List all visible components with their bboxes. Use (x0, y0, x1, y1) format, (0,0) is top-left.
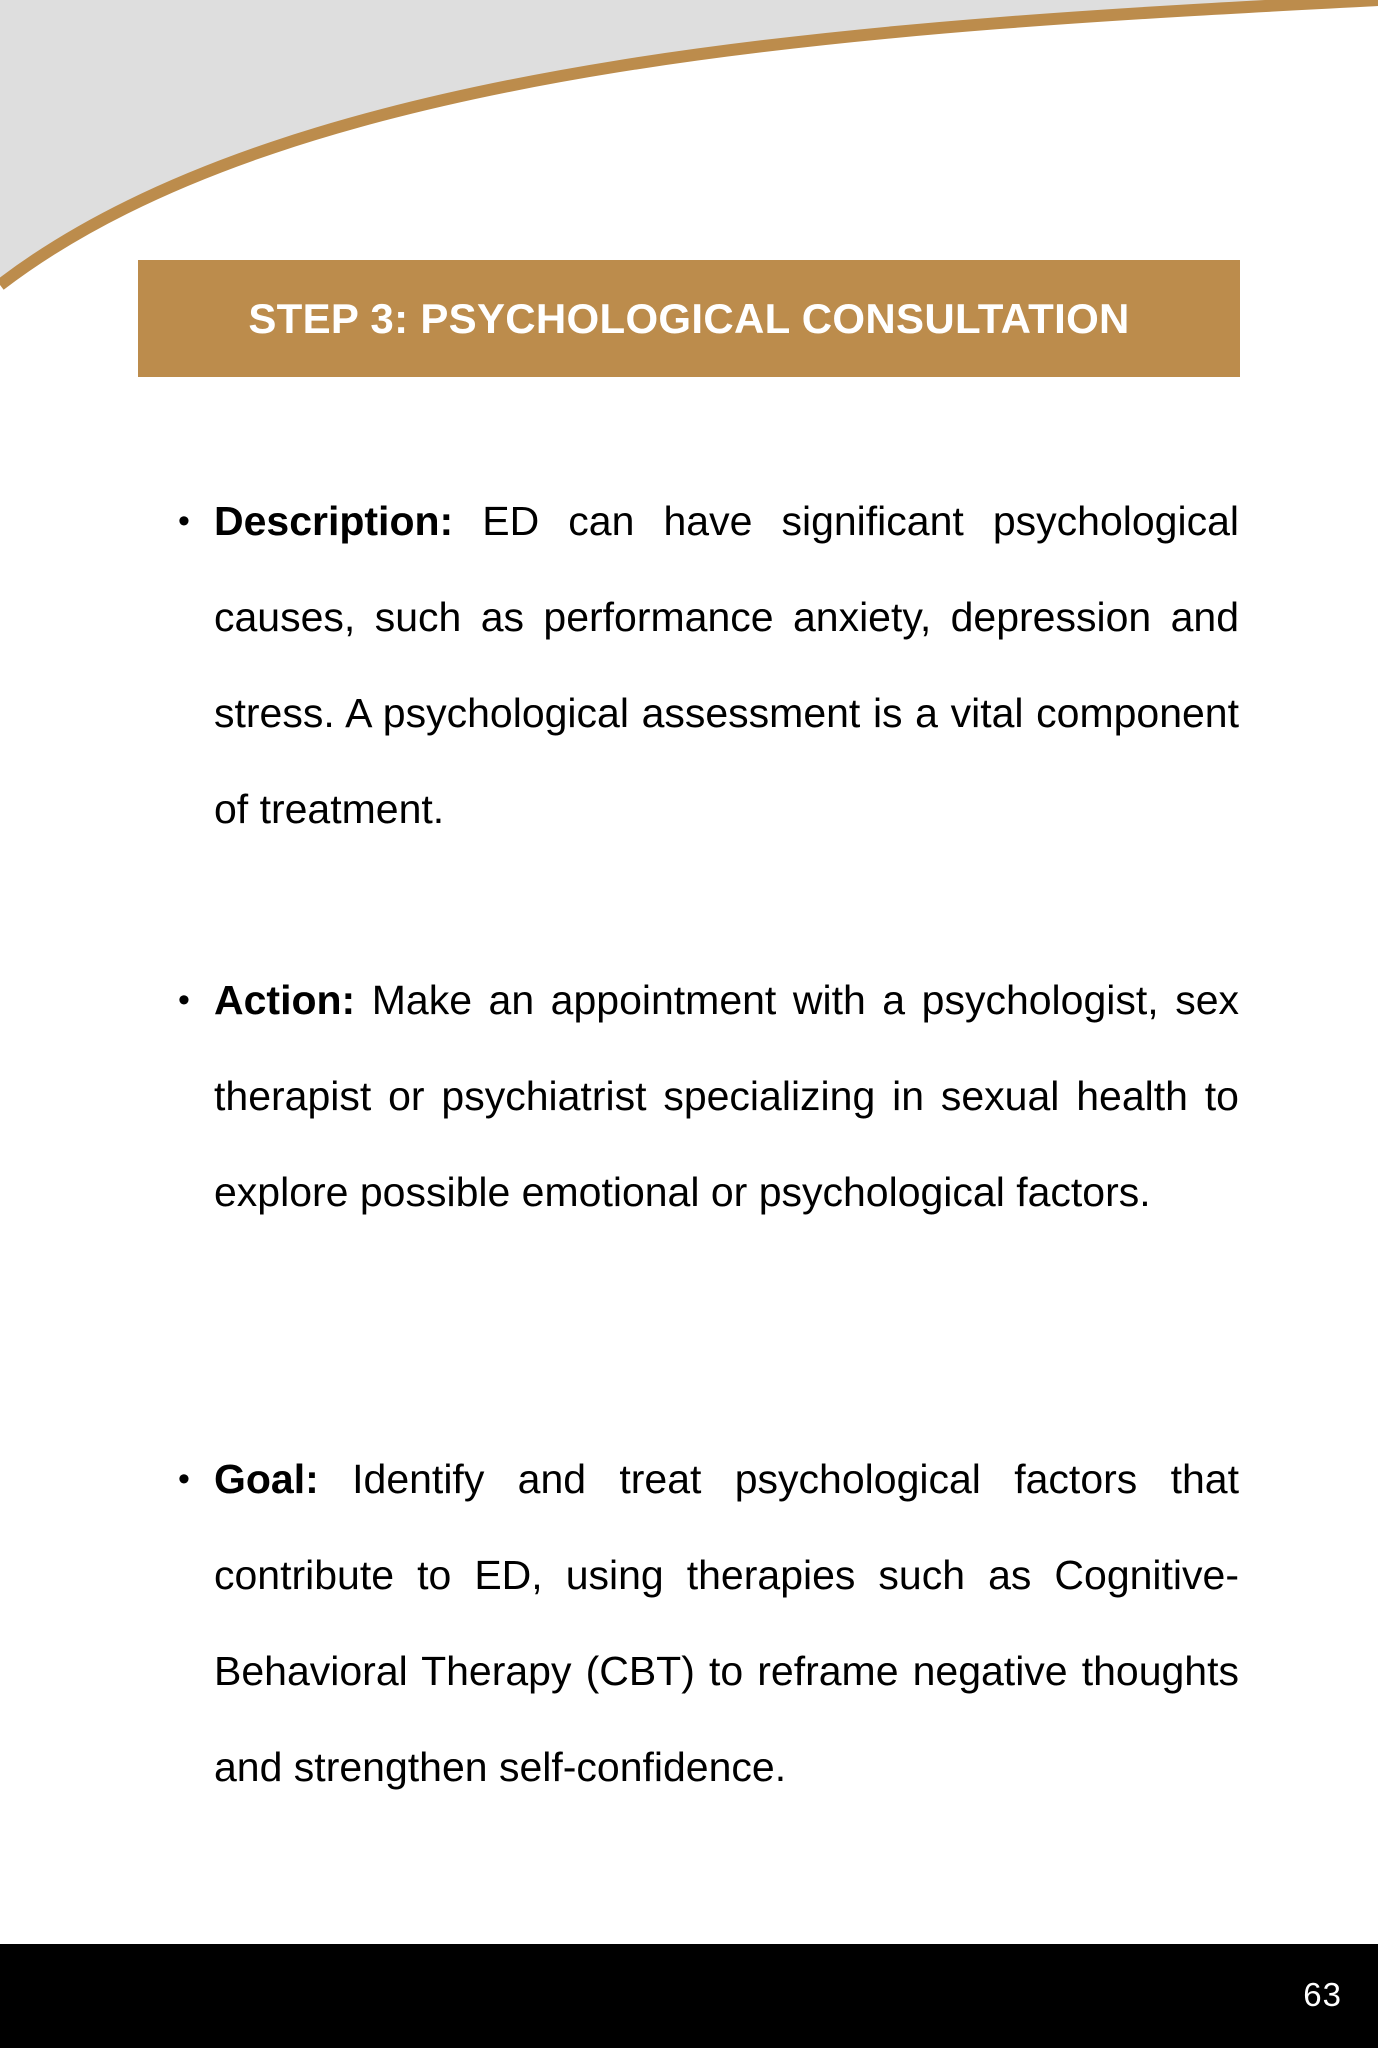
list-item-goal (178, 1431, 1239, 1815)
item-label: Description: (214, 498, 454, 544)
item-text: Make an appointment with a psychologist, sex therapist or psychiatrist specializing in sexual health to explore possible emotional or psychological factors. (214, 977, 1239, 1215)
item-text: ED can have significant psychological causes, such as performance anxiety, depression and stress. A psychological assessment is a vital component of treatment. (214, 498, 1239, 832)
list-item-action (178, 952, 1239, 1240)
bullet-icon: • (178, 981, 190, 1019)
page-title: STEP 3: PSYCHOLOGICAL CONSULTATION (248, 294, 1130, 342)
item-label: Goal: (214, 1456, 319, 1502)
bullet-icon: • (178, 502, 190, 540)
footer-bar (0, 1944, 1378, 2048)
item-text: Identify and treat psychological factors that contribute to ED, using therapies such as Cognitive-Behavioral Therapy (CBT) to reframe negative thoughts and strengthen self-confidence. (214, 1456, 1239, 1790)
page-number: 63 (1303, 1976, 1342, 2013)
list-item-description (178, 473, 1239, 857)
bullet-icon: • (178, 1460, 190, 1498)
item-label: Action: (214, 977, 356, 1023)
